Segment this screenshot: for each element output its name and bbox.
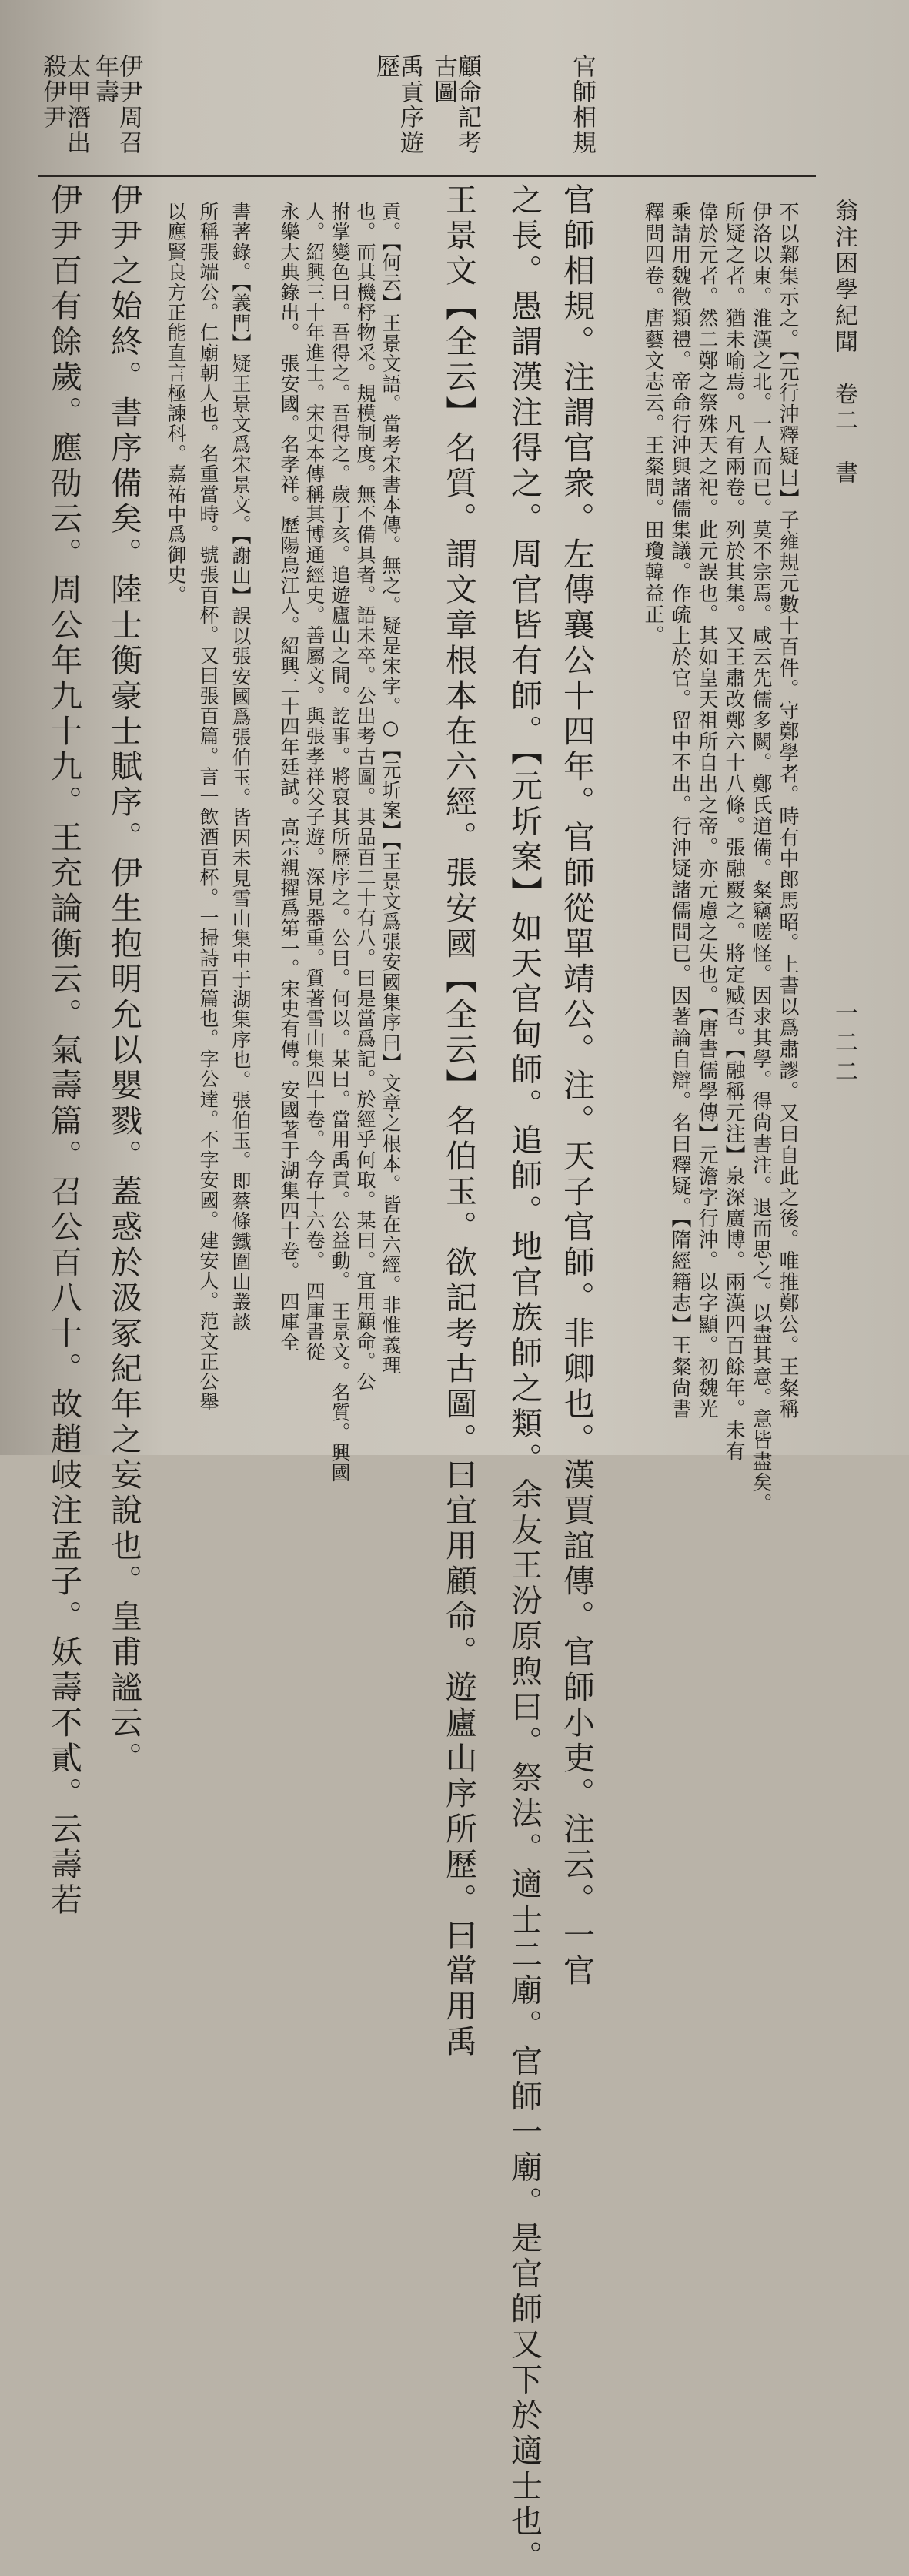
text-column-17: 以應賢良方正能直言極諫科。嘉祐中爲御史。 [165, 202, 187, 605]
text-column-19: 伊尹百有餘歲。應劭云。周公年九十九。王充論衡云。氣壽篇。召公百八十。故趙岐注孟子。妖壽不貳。云壽若 [45, 183, 82, 1919]
text-column-15: 書著錄。【義門】疑王景文爲宋景文。【謝山】誤以張安國爲張伯玉。皆因未見雪山集中于湖集序也。張伯玉。即蔡條鐵圍山叢談 [229, 202, 252, 1333]
text-column-13: 人。紹興三十年進士。宋史本傳稱其博通經史。善屬文。與張孝祥父子遊。深見器重。質著雪山集四十卷。今存十六卷。 四庫書從 [303, 202, 326, 1363]
text-column-11: 也。而其機杼物采。規模制度。無不備具者。語未卒。公出考古圖。其品百二十有八。曰是當爲記。於經乎何取。某曰。宜用顧命。公 [354, 202, 376, 1392]
text-column-2: 伊洛以東。淮漢之北。一人而已。莫不宗焉。咸云先儒多闕。鄭氏道備。粲竊嗟怪。因求其學。得尙書注。退而思之。以盡其意。意皆盡矣。 [749, 202, 772, 1514]
text-column-5: 乘請用魏徵類禮。帝命行沖與諸儒集議。作疏上於官。留中不出。行沖疑諸儒間已。因著論自辯。名曰釋疑。【隋經籍志】王粲尙書 [668, 202, 691, 1420]
margin-note-guming: 顧命記考古圖 [429, 54, 481, 156]
margin-note-yugong: 禹貢序遊歷 [372, 54, 423, 156]
text-column-18: 伊尹之始終。書序備矣。陸士衡豪士賦序。伊生抱明允以嬰戮。蓋惑於汲冢紀年之妄說也。皇甫謐云。 [105, 183, 142, 1777]
margin-note-guanshi: 官師相規 [568, 54, 596, 156]
header-rule [38, 175, 816, 177]
text-column-8: 之長。愚謂漢注得之。周官皆有師。【元圻案】如天官甸師。追師。地官族師之類。余友王汾原煦曰。祭法。適士二廟。官師一廟。是官師又下於適士也。 [506, 183, 543, 2576]
running-header-title: 翁注困學紀聞 卷二 書 [830, 199, 857, 487]
text-column-1: 不以鄴集示之。【元行沖釋疑曰】子雍規元數十百件。守鄭學者。時有中郎馬昭。上書以爲肅謬。又曰自此之後。唯推鄭公。王粲稱 [776, 202, 799, 1420]
text-column-7: 官師相規。注謂官衆。左傳襄公十四年。官師從單靖公。注。天子官師。非卿也。漢賈誼傳。官師小吏。注云。一官 [558, 183, 595, 1989]
margin-note-taijia: 太甲潛出殺伊尹 [38, 54, 90, 156]
text-column-4: 偉於元者。然二鄭之祭殊天之祀。此元誤也。其如皇天祖所自出之帝。亦元慮之失也。【唐書儒學傳】元澹字行沖。以字顯。初魏光 [695, 202, 718, 1420]
text-column-12: 拊掌變色曰。吾得之。吾得之。歲丁亥。追遊廬山之間。訖事。將裒其所歷序之。公曰。何以。某曰。當用禹貢。公益動。 王景文。名質。興國 [329, 202, 351, 1484]
text-column-9: 王景文【全云】名質。謂文章根本在六經。張安國【全云】名伯玉。欲記考古圖。曰宜用顧命。遊廬山序所歷。曰當用禹 [440, 183, 477, 2060]
page-number: 一二二 [830, 1001, 857, 1089]
text-column-16: 所稱張端公。仁廟朝人也。名重當時。號張百杯。又曰張百篇。言一飲酒百杯。一掃詩百篇也。字公達。不字安國。建安人。范文正公舉 [197, 202, 219, 1412]
text-column-3: 所疑之者。猶未喻焉。凡有兩卷。列於其集。又王肅改鄭六十八條。張融覈之。將定臧否。【融稱元注】泉深廣博。兩漢四百餘年。未有 [722, 202, 745, 1462]
text-column-10: 貢。【何云】王景文語。當考宋書本傳。無之。疑是宋字。○【元圻案】【王景文爲張安國集序曰】文章之根本。皆在六經。非惟義理 [379, 202, 402, 1376]
margin-note-yiyin-nianshou: 伊尹周召年壽 [91, 54, 142, 156]
text-column-6: 釋問四卷。唐藝文志云。王粲問。田瓊韓益正。 [641, 202, 664, 647]
text-column-14: 永樂大典錄出。 張安國。名孝祥。歷陽烏江人。紹興二十四年廷試。高宗親擢爲第一。宋史有傳。安國著于湖集四十卷。 四庫全 [278, 202, 300, 1353]
